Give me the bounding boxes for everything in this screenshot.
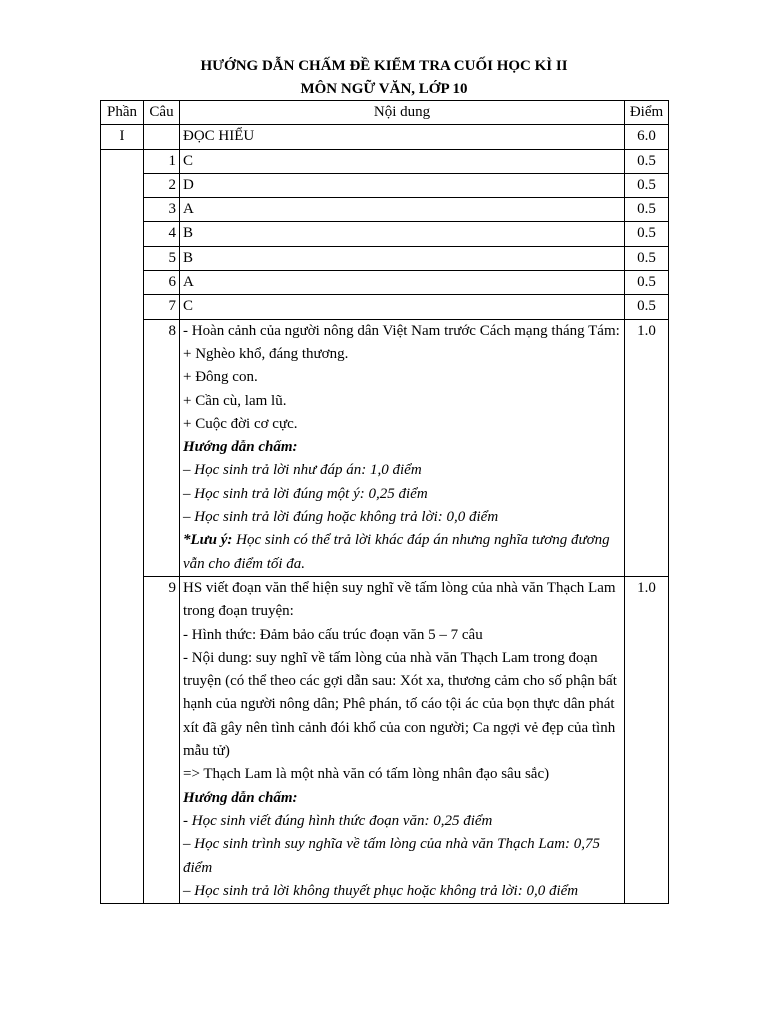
table-row [101,222,669,246]
table-row [101,295,669,319]
grading-guide-line: – Học sinh trình suy nghĩa về tấm lòng của nhà văn Thạch Lam: 0,75 điểm [183,836,601,876]
question-answer: C [180,149,625,173]
question-score: 0.5 [625,198,669,222]
table-row-q9 [101,576,669,903]
note-label: *Lưu ý: [183,532,233,549]
question-answer: C [180,295,625,319]
content-line: => Thạch Lam là một nhà văn có tấm lòng nhân đạo sâu sắc) [183,766,550,783]
question-number: 8 [144,319,180,576]
section-label: ĐỌC HIỂU [180,125,625,149]
question-content [180,319,625,576]
question-answer: D [180,173,625,197]
table-row [101,246,669,270]
section-part: I [101,125,144,149]
content-line: + Cần cù, lam lũ. [183,392,287,409]
content-line: - Hoàn cảnh của người nông dân Việt Nam trước Cách mạng tháng Tám: [183,322,620,339]
table-row [101,271,669,295]
grading-guide-line: – Học sinh trả lời như đáp án: 1,0 điểm [183,462,422,479]
question-score: 0.5 [625,173,669,197]
column-header-question: Câu [144,101,180,125]
question-score: 1.0 [625,319,669,576]
content-line: - Hình thức: Đảm bảo cấu trúc đoạn văn 5 – 7 câu [183,626,483,643]
column-header-score: Điểm [625,101,669,125]
question-score: 0.5 [625,149,669,173]
question-number: 1 [144,149,180,173]
part-cell-empty [101,149,144,904]
question-answer: A [180,271,625,295]
grading-guide-title: Hướng dẫn chấm: [183,439,298,456]
grading-guide-line: - Học sinh viết đúng hình thức đoạn văn: 0,25 điểm [183,812,493,829]
question-score: 1.0 [625,576,669,903]
section-score: 6.0 [625,125,669,149]
question-answer: B [180,246,625,270]
table-row [101,173,669,197]
note [183,529,621,576]
question-score: 0.5 [625,295,669,319]
content-line: + Đông con. [183,369,258,386]
table-row [101,149,669,173]
section-row [101,125,669,149]
question-number: 2 [144,173,180,197]
question-score: 0.5 [625,246,669,270]
question-number: 4 [144,222,180,246]
table-row [101,198,669,222]
grading-guide-line: – Học sinh trả lời không thuyết phục hoặc không trả lời: 0,0 điểm [183,882,579,899]
grading-table [100,100,669,904]
note-text: Học sinh có thể trả lời khác đáp án nhưng nghĩa tương đương vẫn cho điểm tối đa. [183,532,610,572]
question-score: 0.5 [625,271,669,295]
table-header-row [101,101,669,125]
question-number: 6 [144,271,180,295]
grading-guide-title: Hướng dẫn chấm: [183,789,298,806]
grading-guide-line: – Học sinh trả lời đúng một ý: 0,25 điểm [183,485,428,502]
question-number: 3 [144,198,180,222]
question-content [180,576,625,903]
question-answer: A [180,198,625,222]
document-subtitle: MÔN NGỮ VĂN, LỚP 10 [300,81,468,97]
section-question [144,125,180,149]
content-line: + Cuộc đời cơ cực. [183,415,298,432]
column-header-content: Nội dung [180,101,625,125]
grading-guide-line: – Học sinh trả lời đúng hoặc không trả lời: 0,0 điểm [183,509,499,526]
table-row-q8 [101,319,669,576]
document-title: HƯỚNG DẪN CHẤM ĐỀ KIỂM TRA CUỐI HỌC KÌ II [200,58,568,74]
column-header-part: Phần [101,101,144,125]
question-number: 5 [144,246,180,270]
question-number: 7 [144,295,180,319]
question-score: 0.5 [625,222,669,246]
question-number: 9 [144,576,180,903]
question-answer: B [180,222,625,246]
content-line: HS viết đoạn văn thể hiện suy nghĩ về tấm lòng của nhà văn Thạch Lam trong đoạn truyện: [183,579,616,620]
content-line: - Nội dung: suy nghĩ về tấm lòng của nhà văn Thạch Lam trong đoạn truyện (có thể theo các gợi dẫn sau: Xót xa, thương cảm cho số phận bất hạnh của người nông dân; Phê phán, tố cáo tội ác của bọn thực dân phát xít đã gây nên tình cảnh đói khổ của con người; Ca ngợi vẻ đẹp của tình mẫu tử) [183,649,617,760]
content-line: + Nghèo khổ, đáng thương. [183,345,349,362]
